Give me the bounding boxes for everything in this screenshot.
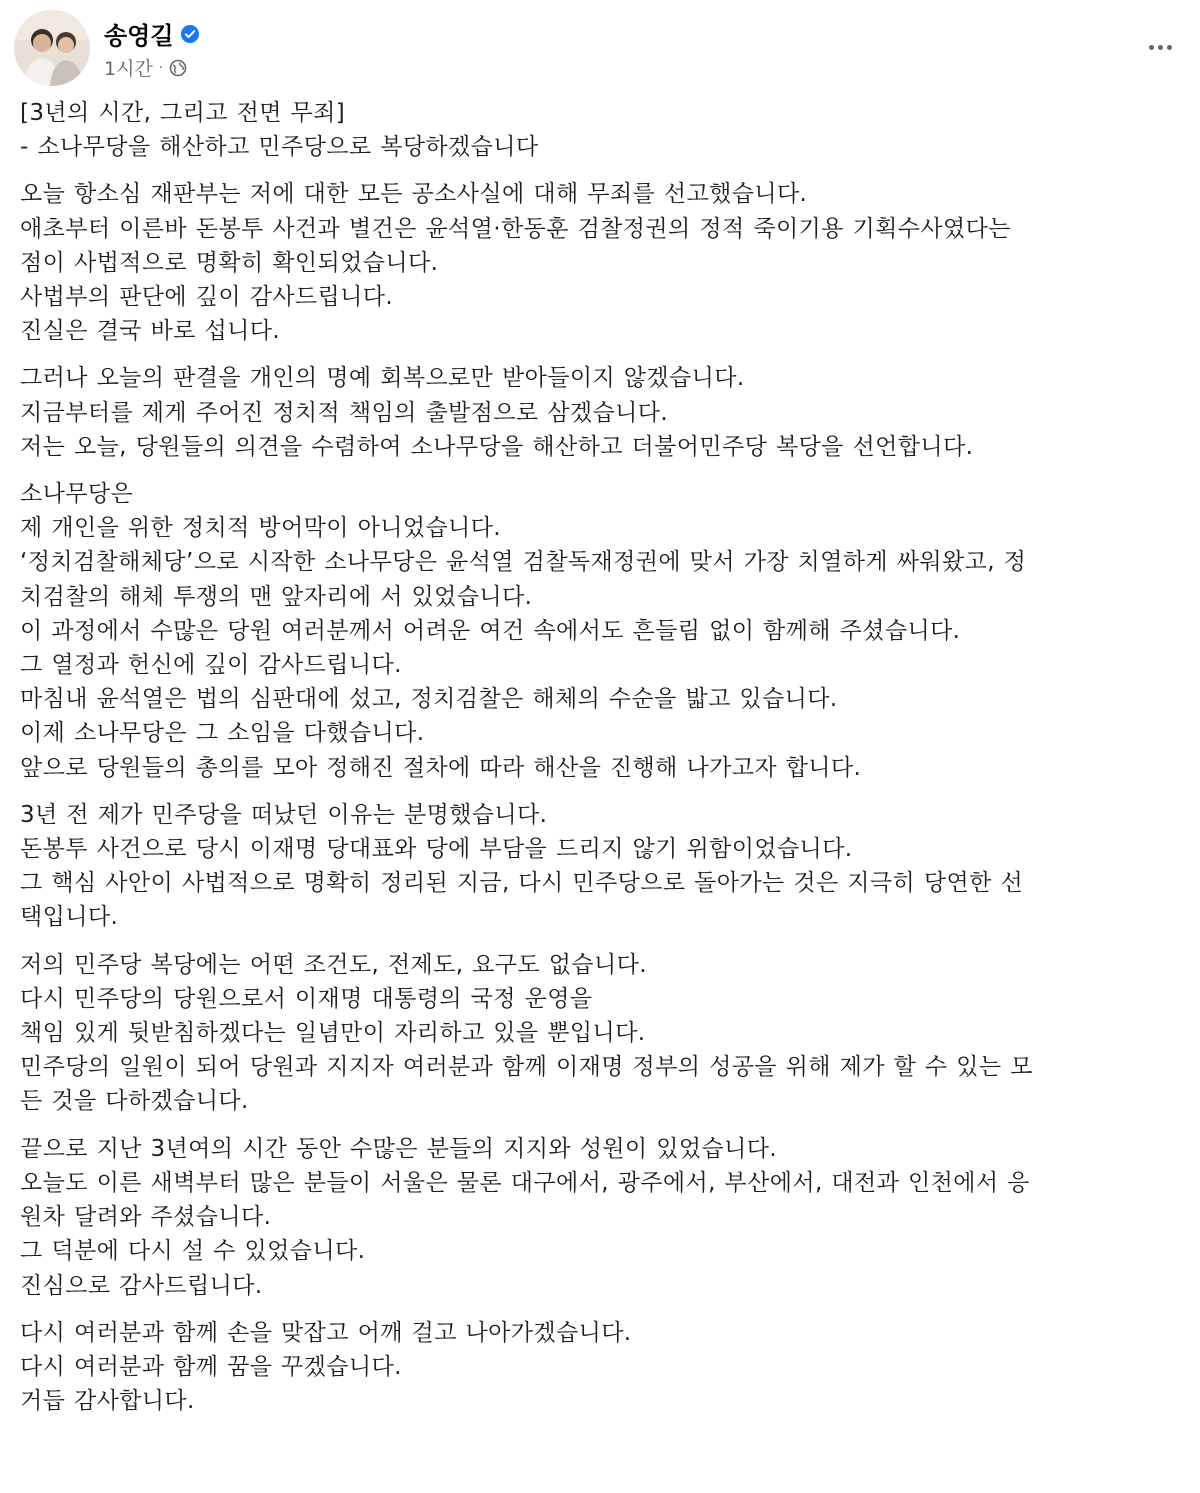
post-header [14,8,1184,86]
post-text-line: 점이 사법적으로 명확히 확인되었습니다. [20,249,439,276]
dot-icon [1158,45,1163,50]
post-body [20,96,1180,1431]
post-text-line: 소나무당은 [20,481,134,508]
post-text-line: 이제 소나무당은 그 소임을 다했습니다. [20,720,425,747]
separator-dot: · [158,59,164,76]
more-options-button[interactable] [1140,32,1180,62]
post-text-line: 원차 달려와 주셨습니다. [20,1204,272,1231]
post-text-line: 거듭 감사합니다. [20,1388,195,1415]
post-paragraph [20,177,1180,348]
author-row [104,16,200,51]
verified-badge-icon [180,24,200,44]
post-text-line: 오늘도 이른 새벽부터 많은 분들이 서울은 물론 대구에서, 광주에서, 부산에서, 대전과 인천에서 응 [20,1169,1030,1196]
post-text-line: 그 덕분에 다시 설 수 있었습니다. [20,1238,366,1265]
avatar[interactable] [14,10,90,86]
post-text-line: 이 과정에서 수많은 당원 여러분께서 어려운 여건 속에서도 흔들림 없이 함께해 주셨습니다. [20,617,961,644]
post-text-line: 3년 전 제가 민주당을 떠났던 이유는 분명했습니다. [20,801,548,828]
post-text-line: 저는 오늘, 당원들의 의견을 수렴하여 소나무당을 해산하고 더불어민주당 복당을 선언합니다. [20,433,974,460]
post-text-line: 진실은 결국 바로 섭니다. [20,318,281,345]
post-text-line: ‘정치검찰해체당’으로 시작한 소나무당은 윤석열 검찰독재정권에 맞서 가장 치열하게 싸워왔고, 정 [20,549,1027,576]
post-text-line: 책임 있게 뒷받침하겠다는 일념만이 자리하고 있을 뿐입니다. [20,1020,646,1047]
post-paragraph [20,1316,1180,1419]
post-text-line: 마침내 윤석열은 법의 심판대에 섰고, 정치검찰은 해체의 수순을 밟고 있습니다. [20,686,838,713]
post-text-line: 그 열정과 헌신에 깊이 감사드립니다. [20,652,402,679]
post-text-line: 든 것을 다하겠습니다. [20,1088,249,1115]
post-text-line: 애초부터 이른바 돈봉투 사건과 별건은 윤석열·한동훈 검찰정권의 정적 죽이기용 기획수사였다는 [20,215,1011,242]
post-paragraph [20,477,1180,785]
post-text-line: [3년의 시간, 그리고 전면 무죄] [20,100,346,126]
post-text-line: 제 개인을 위한 정치적 방어막이 아니었습니다. [20,515,502,542]
post-text-line: 다시 여러분과 함께 손을 맞잡고 어깨 걸고 나아가겠습니다. [20,1319,632,1346]
post-meta [104,54,187,81]
post-paragraph [20,798,1180,935]
post-text-line: 오늘 항소심 재판부는 저에 대한 모든 공소사실에 대해 무죄를 선고했습니다. [20,181,808,208]
post-text-line: 진심으로 감사드립니다. [20,1272,263,1299]
post-text-line: 그 핵심 사안이 사법적으로 명확히 정리된 지금, 다시 민주당으로 돌아가는 것은 지극히 당연한 선 [20,870,1024,897]
author-name[interactable]: 송영길 [104,22,174,50]
post-text-line: 치검찰의 해체 투쟁의 맨 앞자리에 서 있었습니다. [20,583,533,610]
post-text-line: 다시 민주당의 당원으로서 이재명 대통령의 국정 운영을 [20,985,593,1012]
post-text-line: 앞으로 당원들의 총의를 모아 정해진 절차에 따라 해산을 진행해 나가고자 합니다. [20,754,862,781]
post-text-line: 민주당의 일원이 되어 당원과 지지자 여러분과 함께 이재명 정부의 성공을 위해 제가 할 수 있는 모 [20,1054,1033,1081]
post-text-line: 다시 여러분과 함께 꿈을 꾸겠습니다. [20,1353,402,1380]
post-text-line: 그러나 오늘의 판결을 개인의 명예 회복으로만 받아들이지 않겠습니다. [20,365,745,392]
post-paragraph [20,948,1180,1119]
dot-icon [1149,45,1154,50]
post-paragraph [20,96,1180,164]
dot-icon [1167,45,1172,50]
globe-icon[interactable] [169,59,187,77]
post-paragraph [20,361,1180,464]
post-text-line: 끝으로 지난 3년여의 시간 동안 수많은 분들의 지지와 성원이 있었습니다. [20,1135,778,1162]
post-text-line: 사법부의 판단에 깊이 감사드립니다. [20,284,394,311]
post-text-line: 택입니다. [20,904,119,931]
post-text-line: 돈봉투 사건으로 당시 이재명 당대표와 당에 부담을 드리지 않기 위함이었습니다. [20,836,853,863]
post-text-line: 저의 민주당 복당에는 어떤 조건도, 전제도, 요구도 없습니다. [20,951,647,978]
post-paragraph [20,1132,1180,1303]
post-text-line: - 소나무당을 해산하고 민주당으로 복당하겠습니다 [20,134,539,161]
post-time[interactable]: 1시간 [104,58,153,80]
post-text-line: 지금부터를 제게 주어진 정치적 책임의 출발점으로 삼겠습니다. [20,399,669,426]
